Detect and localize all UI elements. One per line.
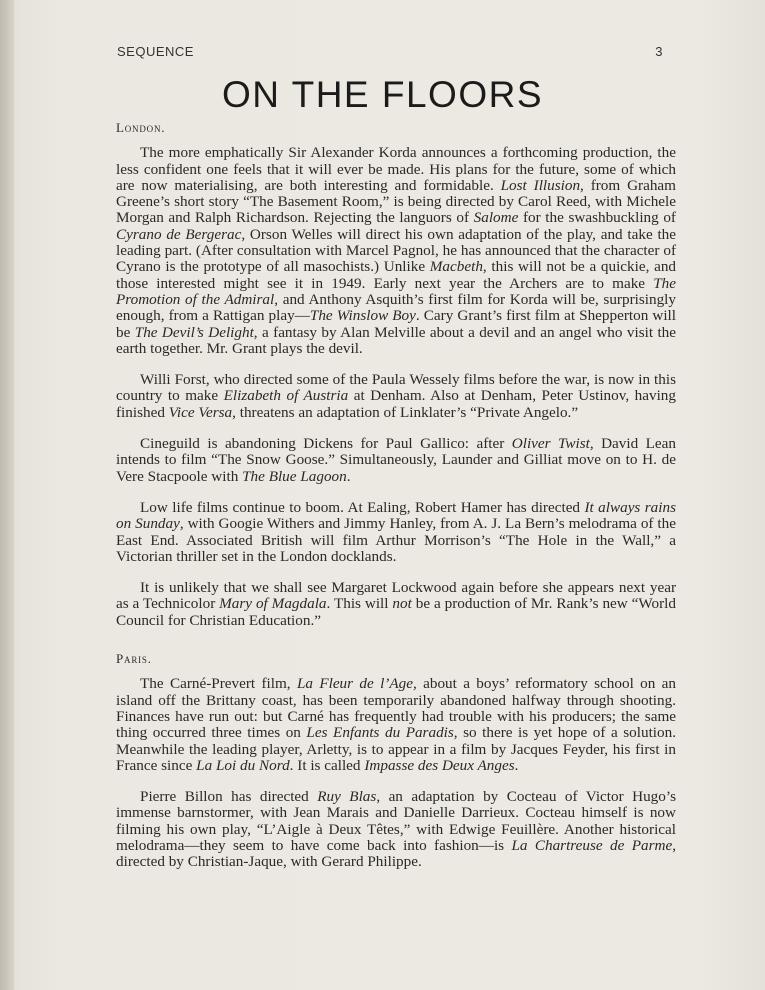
article-title: ON THE FLOORS xyxy=(221,74,544,115)
text-run: , with Googie Withers and Jimmy Hanley, from A. J. La Bern’s melodrama of the East End. Associated British will film Arthur Morrison’s “The Hole in the Wall,” a Victorian thriller set in the London docklands. xyxy=(116,515,676,565)
text-run: , about a boys’ reformatory school on an island off the Brittany coast, has been temporarily abandoned halfway through shooting. Finances have run out: but Carné has frequently had trouble with his producers; the same thing occurred three times on xyxy=(116,675,676,742)
section-heading-paris: Paris. xyxy=(116,651,152,667)
text-run: The more emphatically Sir Alexander Korda announces a forthcoming production, the less confident one feels that it will ever be made. His plans for the future, some of which are now materialising, are both interesting and formidable. xyxy=(116,144,676,194)
paragraph xyxy=(116,436,676,485)
italic-title-run: La Loi du Nord xyxy=(196,756,290,774)
italic-title-run: Les Enfants du Paradis xyxy=(306,724,454,742)
text-run: , David Lean intends to film “The Snow Goose.” Simultaneously, Launder and Gilliat move on to H. de Vere Stacpoole with xyxy=(116,435,677,485)
text-run: . It is called xyxy=(289,756,365,774)
italic-title-run: La Fleur de l’Age xyxy=(296,675,413,693)
italic-title-run: Oliver Twist xyxy=(511,435,590,453)
text-run: , this will not be a quickie, and those interested might see it in 1949. Early next year the Archers are to make xyxy=(116,258,677,292)
italic-title-run: Ruy Blas xyxy=(317,788,377,806)
paragraph xyxy=(116,676,676,774)
text-run: , an adaptation by Cocteau of Victor Hugo’s immense barnstormer, with Jean Marais and Danielle Darrieux. Cocteau himself is now filming his own play, “L’Aigle à Deux Têtes,” with Edwige Feuillère. Another historical melodrama—they seem to have come back into fashion—is xyxy=(116,788,676,854)
text-run: , from Graham Greene’s short story “The Basement Room,” is being directed by Carol Reed, with Michele Morgan and Ralph Richardson. Rejecting the languors of xyxy=(116,176,676,227)
article-body xyxy=(116,120,676,886)
paragraph xyxy=(116,145,676,357)
text-run: Pierre Billon has directed xyxy=(140,788,318,806)
text-run: , so there is yet hope of a solution. Meanwhile the leading player, Arletty, is to appear in a film by Jacques Feyder, his first in France since xyxy=(116,724,676,774)
text-run: at Denham. Also at Denham, Peter Ustinov, having finished xyxy=(116,387,676,421)
italic-title-run: La Chartreuse de Parme xyxy=(511,836,673,854)
paragraph xyxy=(116,789,676,870)
paragraph xyxy=(116,372,676,421)
text-run: Willi Forst, who directed some of the Paula Wessely films before the war, is now in this country to make xyxy=(116,371,676,405)
text-run: , Orson Welles will direct his own adaptation of the play, and take the leading part. (After consultation with Marcel Pagnol, he has announced that the character of Cyrano is the prototype of all masochists.) Unlike xyxy=(116,225,677,276)
italic-title-run: Mary of Magdala xyxy=(219,595,327,613)
italic-title-run: Elizabeth of Austria xyxy=(223,387,349,405)
italic-title-run: Macbeth xyxy=(429,258,483,276)
text-run: , a fantasy by Alan Melville about a devil and an angel who visit the earth together. Mr. Grant plays the devil. xyxy=(116,323,677,357)
paragraph xyxy=(116,580,676,629)
page-binding-edge xyxy=(0,0,14,990)
italic-title-run: not xyxy=(392,595,412,613)
text-run: . xyxy=(346,467,351,485)
text-run: Low life films continue to boom. At Ealing, Robert Hamer has directed xyxy=(140,498,585,516)
text-run: The Carné-Prevert film, xyxy=(140,675,297,693)
italic-title-run: The Blue Lagoon xyxy=(242,467,347,485)
text-run: . xyxy=(514,756,519,774)
italic-title-run: The Promotion of the Admiral xyxy=(116,274,676,308)
italic-title-run: It always rains on Sunday xyxy=(116,498,676,533)
text-run: . Cary Grant’s first film at Shepperton will be xyxy=(116,307,676,341)
text-run: , threatens an adaptation of Linklater’s “Private Angelo.” xyxy=(232,403,579,421)
text-run: Cineguild is abandoning Dickens for Paul Gallico: after xyxy=(140,435,512,453)
section-heading-london: London. xyxy=(116,120,166,135)
italic-title-run: The Devil’s Delight xyxy=(134,323,254,341)
text-run: . This will xyxy=(326,595,393,613)
running-header xyxy=(117,44,663,59)
text-run: be a production of Mr. Rank’s new “World Council for Christian Education.” xyxy=(116,595,676,629)
text-run: , and Anthony Asquith’s first film for Korda will be, surprisingly enough, from a Rattigan play— xyxy=(116,290,676,325)
text-run: for the swashbuckling of xyxy=(518,209,676,227)
italic-title-run: Salome xyxy=(473,209,519,227)
italic-title-run: Impasse des Deux Anges xyxy=(364,756,515,774)
page-number: 3 xyxy=(655,44,663,59)
running-title: SEQUENCE xyxy=(117,44,194,59)
paragraph xyxy=(116,500,676,565)
italic-title-run: Lost Illusion xyxy=(500,176,581,194)
italic-title-run: Vice Versa xyxy=(168,403,233,421)
italic-title-run: Cyrano de Bergerac xyxy=(116,225,242,243)
italic-title-run: The Winslow Boy xyxy=(309,307,416,325)
text-run: It is unlikely that we shall see Margaret Lockwood again before she appears next year as a Technicolor xyxy=(116,579,676,613)
text-run: , directed by Christian-Jaque, with Gerard Philippe. xyxy=(116,836,676,871)
